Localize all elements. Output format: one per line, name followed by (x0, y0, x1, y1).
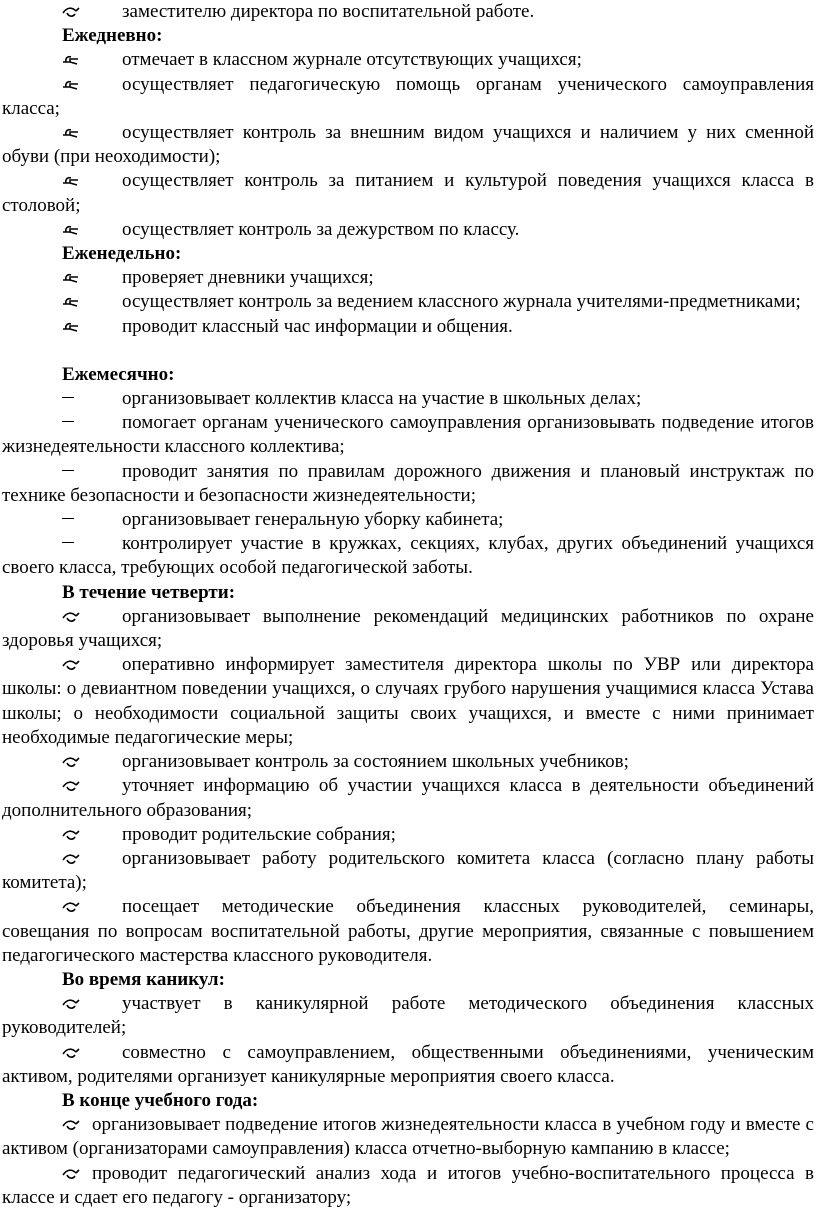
list-item: совместно с самоуправлением, общественными объединениями, ученическим активом, родителями организует каникулярные мероприятия своего класса. (2, 1041, 814, 1087)
leaf-icon (62, 1041, 122, 1065)
dash-icon (62, 460, 122, 484)
list-item: участвует в каникулярной работе методического объединения классных руководителей; (2, 993, 814, 1039)
list-item: осуществляет контроль за ведением классного журнала учителями-предметниками; (2, 290, 814, 314)
list-item: проводит занятия по правилам дорожного движения и плановый инструктаж по технике безопасности и безопасности жизнедеятельности; (2, 460, 814, 506)
hand-icon (62, 48, 122, 72)
leaf-icon (62, 895, 122, 919)
dash-icon (62, 411, 122, 435)
section-heading: Ежедневно: (62, 25, 163, 47)
list-item: помогает органам ученического самоуправления организовывать подведение итогов жизнедеятельности классного коллектива; (2, 412, 814, 458)
leaf-icon (62, 653, 122, 677)
list-item: проводит педагогический анализ хода и итогов учебно-воспитательного процесса в классе и сдает его педагогу - организатору; (2, 1162, 814, 1208)
dash-icon (62, 387, 122, 411)
leaf-icon (62, 847, 122, 871)
leaf-icon (62, 605, 122, 629)
leaf-icon (62, 992, 122, 1016)
list-item: проводит классный час информации и общения. (2, 315, 814, 339)
list-item: организовывает контроль за состоянием школьных учебников; (2, 750, 814, 774)
list-item: осуществляет педагогическую помощь органам ученического самоуправления класса; (2, 73, 814, 119)
leaf-icon (62, 750, 122, 774)
list-item: организовывает выполнение рекомендаций медицинских работников по охране здоровья учащихся; (2, 605, 814, 652)
list-item: осуществляет контроль за внешним видом учащихся и наличием у них сменной обуви (при неоходимости); (2, 122, 814, 168)
list-item: организовывает генеральную уборку кабинета; (2, 508, 814, 532)
list-item: проводит родительские собрания; (2, 823, 814, 847)
list-item: организовывает работу родительского комитета класса (согласно плану работы комитета); (2, 847, 814, 894)
section-heading: В течение четверти: (62, 581, 236, 603)
hand-icon (62, 266, 122, 290)
section-heading: Ежемесячно: (62, 363, 175, 385)
leaf-icon (62, 0, 122, 24)
leaf-icon (62, 774, 122, 798)
leaf-icon (62, 823, 122, 847)
list-item: организовывает подведение итогов жизнедеятельности класса в учебном году и вместе с активом (организаторами самоуправления) класса отчетно-выборную кампанию в классе; (2, 1114, 814, 1160)
hand-icon (62, 218, 122, 242)
dash-icon (62, 532, 122, 556)
spacer (2, 339, 814, 363)
list-item: отмечает в классном журнале отсутствующих учащихся; (2, 48, 814, 72)
list-item: заместителю директора по воспитательной работе. (2, 0, 814, 24)
section-heading: В конце учебного года: (62, 1089, 259, 1111)
leaf-icon (62, 1113, 92, 1137)
leaf-icon (62, 1162, 92, 1186)
hand-icon (62, 121, 122, 145)
list-item: проверяет дневники учащихся; (2, 266, 814, 290)
list-item: осуществляет контроль за питанием и культурой поведения учащихся класса в столовой; (2, 170, 814, 216)
list-item: организовывает коллектив класса на участие в школьных делах; (2, 387, 814, 411)
hand-icon (62, 315, 122, 339)
list-item: контролирует участие в кружках, секциях, клубах, других объединений учащихся своего класса, требующих особой педагогической заботы. (2, 533, 814, 579)
list-item: посещает методические объединения классных руководителей, семинары, совещания по вопросам воспитательной работы, другие мероприятия, связанные с повышением педагогического мастерства классного руководителя. (2, 896, 814, 966)
list-item: осуществляет контроль за дежурством по классу. (2, 218, 814, 242)
dash-icon (62, 508, 122, 532)
hand-icon (62, 290, 122, 314)
section-heading: Еженедельно: (62, 243, 182, 265)
list-item: оперативно информирует заместителя директора школы по УВР или директора школы: о девиантном поведении учащихся, о случаях грубого нарушения учащимися класса Устава школы; о необходимости социальной защиты своих учащихся, и вместе с ними принимает необходимые педагогические меры; (2, 654, 814, 748)
section-heading: Во время каникул: (62, 968, 225, 990)
hand-icon (62, 169, 122, 193)
hand-icon (62, 73, 122, 97)
list-item: уточняет информацию об участии учащихся класса в деятельности объединений дополнительного образования; (2, 775, 814, 821)
